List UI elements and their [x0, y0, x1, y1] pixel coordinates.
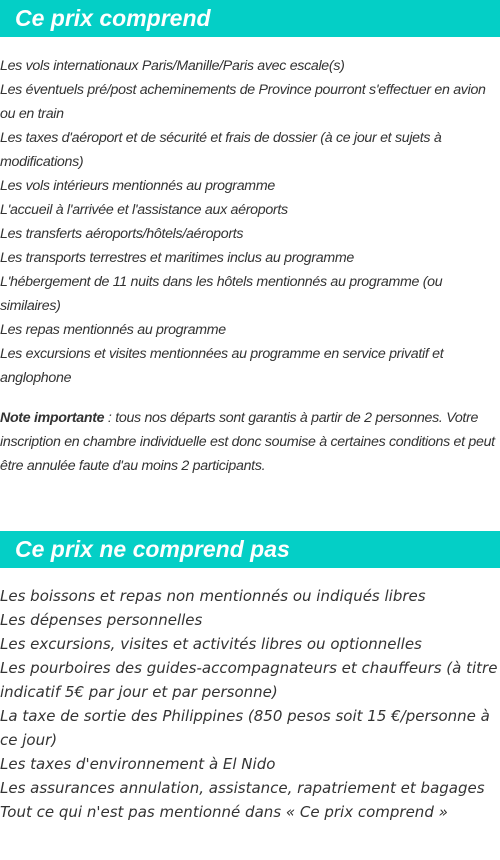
list-item: Les assurances annulation, assistance, rapatriement et bagages	[0, 779, 485, 797]
list-item: L'hébergement de 11 nuits dans les hôtels mentionnés au programme (ou similaires)	[0, 274, 443, 314]
list-item: L'accueil à l'arrivée et l'assistance aux aéroports	[0, 202, 288, 218]
list-item: Les vols intérieurs mentionnés au programme	[0, 178, 275, 194]
list-item: Les éventuels pré/post acheminements de Province pourront s'effectuer en avion ou en train	[0, 82, 486, 122]
list-item: Les taxes d'environnement à El Nido	[0, 755, 276, 773]
list-item: Les pourboires des guides-accompagnateurs et chauffeurs (à titre indicatif 5€ par jour et par personne)	[0, 659, 498, 701]
list-item: Les boissons et repas non mentionnés ou indiqués libres	[0, 587, 426, 605]
list-item: Les excursions et visites mentionnées au programme en service privatif et anglophone	[0, 346, 444, 386]
important-note-label: Note importante	[0, 410, 105, 426]
price-includes-list	[0, 54, 500, 390]
list-item: Les taxes d'aéroport et de sécurité et frais de dossier (à ce jour et sujets à modifications)	[0, 130, 442, 170]
important-note-text: : tous nos départs sont garantis à partir de 2 personnes. Votre inscription en chambre individuelle est donc soumise à certaines conditions et peut être annulée faute d'au moins 2 participants.	[0, 410, 495, 474]
important-note	[0, 406, 500, 478]
price-excludes-heading: Ce prix ne comprend pas	[0, 531, 500, 568]
list-item: Les vols internationaux Paris/Manille/Paris avec escale(s)	[0, 58, 345, 74]
list-item: Les transferts aéroports/hôtels/aéroports	[0, 226, 244, 242]
list-item: La taxe de sortie des Philippines (850 pesos soit 15 €/personne à ce jour)	[0, 707, 490, 749]
list-item: Les repas mentionnés au programme	[0, 322, 226, 338]
price-excludes-section	[0, 531, 500, 824]
list-item: Tout ce qui n'est pas mentionné dans « Ce prix comprend »	[0, 803, 448, 821]
list-item: Les excursions, visites et activités libres ou optionnelles	[0, 635, 422, 653]
list-item: Les dépenses personnelles	[0, 611, 203, 629]
list-item: Les transports terrestres et maritimes inclus au programme	[0, 250, 354, 266]
price-includes-heading: Ce prix comprend	[0, 0, 500, 37]
price-excludes-list	[0, 584, 500, 824]
